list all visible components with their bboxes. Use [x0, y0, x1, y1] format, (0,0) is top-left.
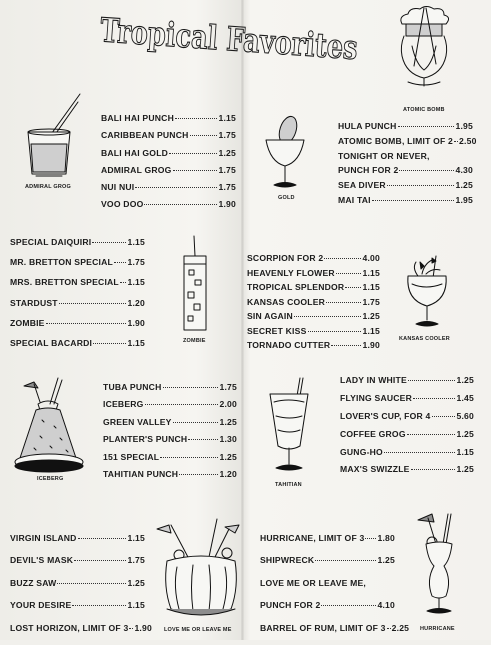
menu-item-name: LOVE ME OR LEAVE ME,	[260, 577, 367, 588]
caption-hurricane: HURRICANE	[420, 626, 455, 632]
menu-item	[103, 469, 237, 486]
menu-item-price: 1.20	[127, 297, 145, 308]
tahitian-illustration	[266, 376, 312, 480]
menu-item-price: 1.45	[456, 392, 474, 403]
leader-dots	[188, 439, 218, 440]
menu-item	[260, 533, 395, 555]
leader-dots	[413, 398, 455, 399]
menu-item-price: 1.15	[127, 277, 145, 288]
menu-item	[10, 237, 145, 257]
menu-item-name: TAHITIAN PUNCH	[103, 468, 179, 479]
menu-item-price: 1.15	[127, 533, 145, 543]
menu-list-2-right	[247, 253, 380, 355]
caption-kansas-cooler: KANSAS COOLER	[399, 336, 450, 342]
menu-item-name: CARIBBEAN PUNCH	[101, 130, 189, 141]
menu-item	[247, 326, 380, 341]
menu-item	[247, 268, 380, 283]
menu-item	[340, 447, 474, 465]
menu-item	[10, 555, 145, 577]
leader-dots	[372, 200, 455, 201]
menu-item-name: NUI NUI	[101, 182, 135, 193]
menu-item	[103, 452, 237, 469]
menu-item	[247, 340, 380, 355]
leader-dots	[135, 187, 217, 188]
menu-item-name: ICEBERG	[103, 399, 144, 410]
menu-list-4-right	[260, 533, 410, 645]
leader-dots	[72, 605, 126, 606]
menu-list-2-left	[10, 237, 145, 358]
menu-item-price: 1.15	[362, 267, 380, 278]
menu-item	[10, 298, 145, 318]
menu-item	[101, 182, 236, 199]
caption-admiral-grog: ADMIRAL GROG	[25, 184, 71, 190]
menu-item-name: BARREL OF RUM, LIMIT OF 3	[260, 622, 386, 633]
menu-item-price: 2.25	[391, 622, 410, 633]
menu-item-name: DEVIL'S MASK	[10, 555, 74, 566]
menu-item-price: 1.75	[127, 555, 145, 566]
menu-item-price: 1.25	[455, 180, 473, 191]
leader-dots	[294, 316, 362, 317]
menu-item	[338, 180, 473, 195]
menu-item	[101, 113, 236, 130]
leader-dots	[175, 118, 217, 119]
menu-item-price: 5.60	[456, 410, 474, 421]
menu-item-name: COFFEE GROG	[340, 428, 406, 439]
leader-dots	[324, 258, 361, 259]
leader-dots	[411, 469, 456, 470]
menu-item-price: 1.95	[455, 194, 473, 205]
leader-dots	[74, 560, 126, 561]
menu-item	[247, 253, 380, 268]
menu-item-price: 1.90	[127, 317, 145, 328]
menu-item	[101, 130, 236, 147]
menu-item-name: SECRET KISS	[247, 325, 307, 336]
menu-list-1-left	[101, 113, 236, 217]
menu-item	[340, 375, 474, 393]
leader-dots	[163, 387, 219, 388]
menu-item-name: SEA DIVER	[338, 180, 386, 191]
menu-item-name: 151 SPECIAL	[103, 451, 160, 462]
leader-dots	[308, 331, 362, 332]
caption-gold: GOLD	[278, 195, 295, 201]
leader-dots	[190, 135, 218, 136]
menu-item-price: 4.10	[377, 600, 395, 611]
leader-dots	[160, 457, 218, 458]
menu-item-name: BALI HAI PUNCH	[101, 113, 174, 123]
caption-iceberg: ICEBERG	[37, 476, 64, 482]
leader-dots	[399, 170, 454, 171]
menu-item	[340, 411, 474, 429]
menu-item	[103, 434, 237, 451]
leader-dots	[326, 302, 361, 303]
menu-item-price: 1.75	[218, 130, 236, 141]
menu-item-price: 1.25	[219, 451, 237, 462]
menu-item-name: SHIPWRECK	[260, 555, 315, 566]
leader-dots	[173, 422, 219, 423]
leader-dots	[92, 242, 126, 243]
menu-item	[10, 257, 145, 277]
menu-item-name: MAI TAI	[338, 194, 371, 205]
leader-dots	[145, 404, 219, 405]
menu-item-name: MRS. BRETTON SPECIAL	[10, 277, 119, 288]
menu-item	[340, 429, 474, 447]
menu-item-name: SPECIAL DAIQUIRI	[10, 237, 92, 247]
menu-item-price: 1.90	[218, 199, 236, 210]
menu-item-name: PLANTER'S PUNCH	[103, 434, 188, 445]
menu-item	[260, 555, 395, 577]
menu-item-name: LOVER'S CUP, FOR 4	[340, 410, 431, 421]
love-me-illustration	[155, 515, 247, 627]
menu-item-price: 1.20	[219, 468, 237, 479]
menu-item-name: SPECIAL BACARDI	[10, 337, 93, 348]
menu-item-price: 1.15	[218, 113, 236, 123]
menu-item-price: 1.15	[456, 446, 474, 457]
menu-item	[247, 282, 380, 297]
leader-dots	[387, 185, 455, 186]
leader-dots	[384, 452, 456, 453]
menu-item-price: 1.15	[127, 237, 145, 247]
admiral-grog-illustration	[22, 92, 82, 184]
leader-dots	[179, 474, 218, 475]
atomic-bomb-illustration	[392, 6, 456, 102]
menu-item-name: TUBA PUNCH	[103, 382, 162, 392]
menu-item	[260, 600, 395, 622]
menu-item	[338, 135, 477, 151]
menu-item	[10, 622, 152, 645]
menu-item-price: 1.25	[456, 375, 474, 385]
menu-item-price: 1.25	[218, 147, 236, 158]
menu-item	[260, 622, 410, 645]
menu-item-name: TONIGHT OR NEVER,	[338, 150, 430, 161]
gold-illustration	[262, 112, 308, 192]
menu-item-price: 1.75	[219, 382, 237, 392]
leader-dots	[129, 628, 133, 629]
menu-title	[96, 8, 433, 73]
menu-item-price: 1.80	[377, 533, 395, 543]
menu-item-price: 1.30	[219, 434, 237, 445]
menu-item	[338, 121, 473, 136]
menu-item-price: 1.25	[456, 428, 474, 439]
leader-dots	[114, 262, 127, 263]
leader-dots	[78, 538, 127, 539]
leader-dots	[144, 204, 217, 205]
menu-item	[10, 578, 145, 600]
menu-item-price: 1.15	[127, 600, 145, 611]
menu-item-price: 1.25	[219, 416, 237, 427]
menu-list-3-left	[103, 382, 237, 486]
svg-text:Tropical Favorites: Tropical Favorites	[98, 10, 433, 73]
menu-item	[101, 199, 236, 216]
leader-dots	[169, 153, 217, 154]
menu-item	[247, 297, 380, 312]
menu-item-price: 1.15	[362, 282, 380, 292]
menu-item-name: YOUR DESIRE	[10, 600, 72, 611]
menu-item-name: ADMIRAL GROG	[101, 164, 172, 175]
caption-atomic-bomb: ATOMIC BOMB	[403, 107, 445, 113]
menu-item-name: LADY IN WHITE	[340, 375, 407, 385]
leader-dots	[454, 141, 458, 142]
menu-item-name: SCORPION FOR 2	[247, 253, 324, 263]
leader-dots	[432, 416, 456, 417]
menu-item-price: 1.90	[362, 340, 380, 350]
menu-list-1-right	[338, 121, 477, 210]
leader-dots	[59, 303, 127, 304]
menu-item	[10, 277, 145, 297]
menu-item-price: 1.75	[362, 296, 380, 307]
menu-item	[101, 148, 236, 165]
menu-item-name: VOO DOO	[101, 199, 144, 210]
leader-dots	[120, 282, 127, 283]
menu-item-name: HURRICANE, LIMIT OF 3	[260, 533, 365, 543]
menu-item-price: 1.25	[456, 464, 474, 475]
hurricane-illustration	[414, 510, 464, 622]
menu-item-name: LOST HORIZON, LIMIT OF 3	[10, 622, 129, 633]
kansas-cooler-illustration	[404, 254, 450, 334]
menu-item-price: 1.75	[218, 164, 236, 175]
menu-item	[103, 382, 237, 399]
menu-item-name: FLYING SAUCER	[340, 392, 412, 403]
menu-item	[10, 533, 145, 555]
leader-dots	[315, 560, 376, 561]
menu-item-price: 1.15	[127, 337, 145, 348]
menu-item	[338, 151, 473, 166]
menu-list-3-right	[340, 375, 474, 482]
menu-item	[340, 464, 474, 482]
menu-item-name: HULA PUNCH	[338, 121, 397, 131]
zombie-illustration	[180, 234, 210, 334]
menu-item-name: PUNCH FOR 2	[338, 165, 399, 176]
menu-item-price: 2.50	[459, 135, 477, 146]
menu-item	[338, 195, 473, 210]
menu-item	[10, 318, 145, 338]
menu-item-name: MR. BRETTON SPECIAL	[10, 257, 113, 268]
menu-item-price: 1.75	[127, 257, 145, 268]
menu-item-price: 1.15	[362, 325, 380, 336]
menu-item-name: STARDUST	[10, 297, 58, 308]
leader-dots	[173, 170, 218, 171]
menu-item	[103, 417, 237, 434]
leader-dots	[387, 628, 391, 629]
leader-dots	[46, 323, 127, 324]
menu-item	[10, 600, 145, 622]
menu-item-price: 1.95	[455, 121, 473, 131]
menu-item	[10, 338, 145, 358]
menu-item	[101, 165, 236, 182]
leader-dots	[407, 434, 456, 435]
leader-dots	[93, 343, 126, 344]
menu-item-name: BUZZ SAW	[10, 577, 57, 588]
leader-dots	[331, 345, 361, 346]
menu-item-price: 4.30	[455, 165, 473, 176]
leader-dots	[321, 605, 376, 606]
menu-item-price: 1.90	[134, 622, 152, 633]
menu-item-price: 1.75	[218, 182, 236, 193]
menu-item-price: 4.00	[362, 253, 380, 263]
menu-item-name: VIRGIN ISLAND	[10, 533, 77, 543]
menu-item-name: ZOMBIE	[10, 317, 45, 328]
menu-item	[103, 399, 237, 416]
menu-item-name: SIN AGAIN	[247, 311, 293, 321]
menu-item-name: BALI HAI GOLD	[101, 147, 169, 158]
menu-item-name: MAX'S SWIZZLE	[340, 464, 410, 475]
menu-list-4-left	[10, 533, 152, 645]
menu-item-price: 1.25	[362, 311, 380, 321]
caption-tahitian: TAHITIAN	[275, 482, 302, 488]
leader-dots	[345, 287, 361, 288]
caption-zombie: ZOMBIE	[183, 338, 206, 344]
iceberg-illustration	[10, 376, 88, 478]
caption-love-me: LOVE ME OR LEAVE ME	[164, 627, 232, 633]
menu-item-price: 1.25	[377, 555, 395, 566]
menu-item-name: TROPICAL SPLENDOR	[247, 282, 345, 292]
menu-item-name: GREEN VALLEY	[103, 416, 172, 427]
menu-item	[340, 393, 474, 411]
menu-item-name: PUNCH FOR 2	[260, 600, 321, 611]
menu-item-name: KANSAS COOLER	[247, 296, 326, 307]
leader-dots	[336, 273, 362, 274]
leader-dots	[365, 538, 376, 539]
menu-item-name: HEAVENLY FLOWER	[247, 267, 335, 278]
menu-item-price: 1.25	[127, 577, 145, 588]
leader-dots	[408, 380, 456, 381]
leader-dots	[57, 583, 126, 584]
menu-item	[338, 165, 473, 180]
menu-item-name: ATOMIC BOMB, LIMIT OF 2	[338, 135, 454, 146]
leader-dots	[398, 126, 455, 127]
menu-item-price: 2.00	[219, 399, 237, 410]
menu-item	[247, 311, 380, 326]
menu-item	[260, 578, 395, 600]
menu-item-name: TORNADO CUTTER	[247, 340, 331, 350]
menu-item-name: GUNG-HO	[340, 446, 383, 457]
